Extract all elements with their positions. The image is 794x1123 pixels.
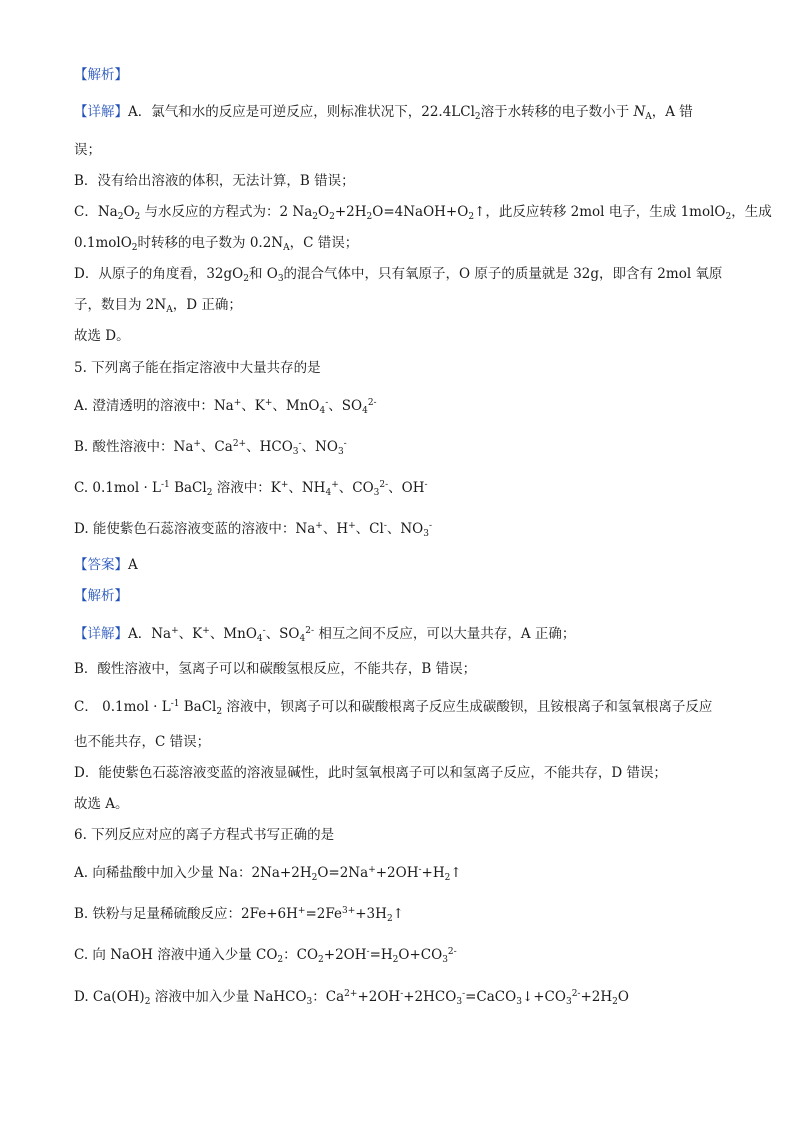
text-line: 5. 下列离子能在指定溶液中大量共存的是: [74, 360, 321, 376]
text-line: C. 向 NaOH 溶液中通入少量 $CO_2$：$CO_2+2OH^-=H_2O+CO_3^{2-}$: [74, 947, 457, 965]
text-line: 也不能共存，C 错误；: [74, 734, 211, 750]
text-line: C. $0.1mol \cdot L^{-1}$ BaCl$_2$ 溶液中：K+、$NH_4^+$、$CO_3^{2-}$、OH-: [74, 480, 428, 498]
text-line: 故选 D。: [74, 328, 130, 344]
text-line: D. 能使紫色石蕊溶液变蓝的溶液中：Na+、H+、Cl-、$NO_3^-$: [74, 521, 433, 539]
text-line: 6. 下列反应对应的离子方程式书写正确的是: [74, 827, 335, 843]
text-line: D．从原子的角度看，$32gO_2$和 $O_3$的混合气体中，只有氧原子，O 原子的质量就是 32g，即含有 2mol 氧原: [74, 266, 723, 284]
text-line: B．酸性溶液中，氢离子可以和碳酸氢根反应，不能共存，B 错误；: [74, 661, 477, 677]
text-line: 【详解】A．Na+、K+、MnO$_4$-、$SO_4^{2-}$ 相互之间不反应，可以大量共存，A 正确；: [74, 626, 576, 644]
text-line: 【解析】: [74, 588, 128, 604]
text-line: D．能使紫色石蕊溶液变蓝的溶液显碱性，此时氢氧根离子可以和氢离子反应，不能共存，D 错误；: [74, 765, 667, 781]
text-line: B. 铁粉与足量稀硫酸反应：$2Fe+6H^+=2Fe^{3+}+3H_2↑$: [74, 906, 404, 924]
text-line: A. 澄清透明的溶液中：Na+、K+、MnO$_4$-、$SO_4^{2-}$: [74, 398, 377, 416]
text-line: A. 向稀盐酸中加入少量 Na：$2Na+2H_2O=2Na^++2OH^-+H_2↑$: [74, 865, 462, 883]
text-line: D. $Ca(OH)_2$ 溶液中加入少量 NaHCO$_3$：$Ca^{2+}+2OH^-+2HCO_3^-=CaCO_3↓+CO_3^{2-}+2H_2O$: [74, 989, 629, 1007]
text-line: 0.1molO$_2$时转移的电子数为 $0.2N_A$，C 错误；: [74, 235, 359, 253]
text-line: 【解析】: [74, 67, 128, 83]
text-line: 【答案】A: [74, 557, 138, 573]
text-line: 【详解】A．氯气和水的反应是可逆反应，则标准状况下，22.4LCl$_2$溶于水转移的电子数小于 $N_A$，A 错: [74, 104, 693, 122]
text-line: C．$Na_2O_2$ 与水反应的方程式为：2 $Na_2O_2+2H_2O=4NaOH+O_2↑$，此反应转移 2mol 电子，生成 1molO$_2$，生成: [74, 204, 772, 222]
text-line: 误；: [74, 142, 101, 158]
text-line: B．没有给出溶液的体积，无法计算，B 错误；: [74, 173, 355, 189]
text-line: C． $0.1mol \cdot L^{-1}$ BaCl$_2$ 溶液中，钡离子可以和碳酸根离子反应生成碳酸钡，且铵根离子和氢氧根离子反应: [74, 699, 713, 717]
text-line: B. 酸性溶液中：Na+、$Ca^{2+}$、$HCO_3^-$、$NO_3^-$: [74, 439, 347, 457]
text-line: 故选 A。: [74, 796, 129, 812]
text-line: 子，数目为 $2N_A$，D 正确；: [74, 297, 242, 315]
